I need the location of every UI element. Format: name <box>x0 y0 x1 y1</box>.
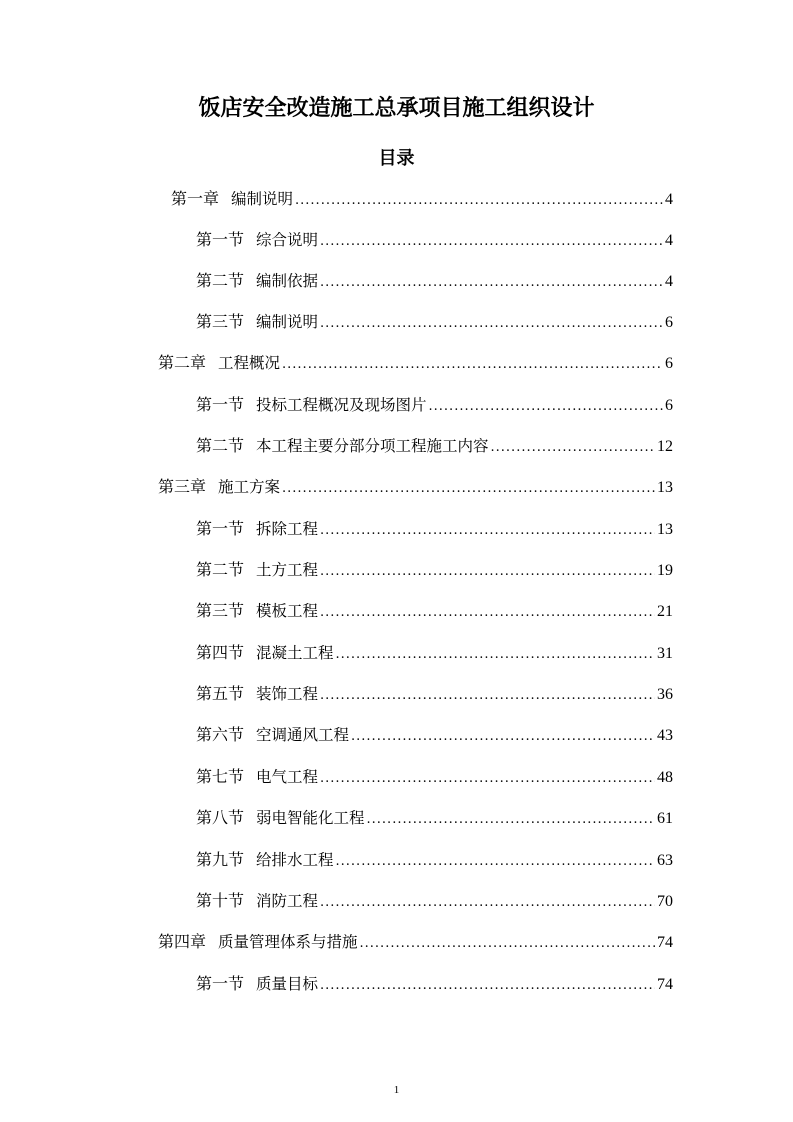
toc-entry-number: 第三节 <box>196 312 245 331</box>
toc-entry-title: 工程概况 <box>218 354 281 372</box>
toc-entry-chapter-4[interactable] <box>158 929 673 955</box>
toc-entry-page: 4 <box>665 273 673 290</box>
toc-entry-title: 消防工程 <box>256 892 319 910</box>
toc-entry-section[interactable] <box>196 805 673 831</box>
toc-leader-dots <box>320 229 663 255</box>
toc-entry-title: 弱电智能化工程 <box>256 809 365 827</box>
toc-entry-number: 第一章 <box>171 189 220 208</box>
toc-entry-section[interactable] <box>196 433 673 459</box>
toc-entry-number: 第十节 <box>196 891 245 910</box>
toc-entry-title: 质量管理体系与措施 <box>218 933 358 951</box>
toc-leader-dots <box>320 890 655 916</box>
toc-entry-page: 74 <box>657 934 673 951</box>
toc-entry-title: 拆除工程 <box>256 520 319 538</box>
toc-entry-section[interactable] <box>196 722 673 748</box>
toc-leader-dots <box>282 476 655 502</box>
toc-leader-dots <box>320 518 655 544</box>
toc-entry-page: 19 <box>657 562 673 579</box>
toc-leader-dots <box>320 973 655 999</box>
toc-entry-title: 编制说明 <box>256 313 319 331</box>
toc-entry-page: 31 <box>657 645 673 662</box>
toc-entry-number: 第四节 <box>196 643 245 662</box>
toc-entry-title: 电气工程 <box>256 768 319 786</box>
toc-leader-dots <box>320 270 663 296</box>
toc-entry-page: 63 <box>657 852 673 869</box>
toc-entry-page: 48 <box>657 769 673 786</box>
toc-entry-page: 6 <box>665 314 673 331</box>
toc-entry-number: 第六节 <box>196 725 245 744</box>
toc-entry-title: 给排水工程 <box>256 851 334 869</box>
toc-entry-chapter-3[interactable] <box>158 474 673 500</box>
toc-leader-dots <box>351 724 655 750</box>
toc-leader-dots <box>282 352 663 378</box>
toc-leader-dots <box>429 394 663 420</box>
toc-entry-section[interactable] <box>196 309 673 335</box>
toc-entry-page: 21 <box>657 603 673 620</box>
toc-entry-title: 编制依据 <box>256 272 319 290</box>
toc-entry-section[interactable] <box>196 598 673 624</box>
toc-entry-page: 70 <box>657 893 673 910</box>
toc-entry-page: 43 <box>657 727 673 744</box>
toc-entry-page: 12 <box>657 438 673 455</box>
toc-entry-title: 综合说明 <box>256 231 319 249</box>
toc-entry-number: 第二节 <box>196 436 245 455</box>
toc-entry-title: 编制说明 <box>231 190 294 208</box>
toc-entry-title: 混凝土工程 <box>256 644 334 662</box>
toc-entry-number: 第五节 <box>196 684 245 703</box>
document-title: 饭店安全改造施工总承项目施工组织设计 <box>198 96 595 121</box>
toc-entry-chapter-1[interactable] <box>171 186 673 212</box>
toc-entry-chapter-2[interactable] <box>158 350 673 376</box>
toc-entry-page: 4 <box>665 191 673 208</box>
toc-leader-dots <box>336 642 655 668</box>
toc-entry-section[interactable] <box>196 392 673 418</box>
toc-entry-section[interactable] <box>196 847 673 873</box>
toc-entry-title: 施工方案 <box>218 478 281 496</box>
toc-entry-number: 第一节 <box>196 974 245 993</box>
toc-entry-section[interactable] <box>196 888 673 914</box>
toc-entry-number: 第三节 <box>196 601 245 620</box>
toc-entry-number: 第一节 <box>196 519 245 538</box>
toc-entry-number: 第二章 <box>158 353 207 372</box>
toc-entry-title: 空调通风工程 <box>256 726 350 744</box>
toc-leader-dots <box>320 766 655 792</box>
toc-leader-dots <box>491 435 655 461</box>
toc-leader-dots <box>295 188 663 214</box>
toc-entry-section[interactable] <box>196 971 673 997</box>
toc-entry-title: 模板工程 <box>256 602 319 620</box>
toc-entry-page: 13 <box>657 479 673 496</box>
toc-entry-section[interactable] <box>196 516 673 542</box>
toc-entry-page: 13 <box>657 521 673 538</box>
toc-entry-section[interactable] <box>196 640 673 666</box>
toc-heading: 目录 <box>378 148 415 169</box>
toc-entry-number: 第一节 <box>196 230 245 249</box>
toc-entry-title: 质量目标 <box>256 975 319 993</box>
toc-entry-title: 投标工程概况及现场图片 <box>256 396 427 414</box>
toc-entry-page: 36 <box>657 686 673 703</box>
toc-entry-number: 第三章 <box>158 477 207 496</box>
toc-entry-section[interactable] <box>196 764 673 790</box>
toc-entry-section[interactable] <box>196 557 673 583</box>
page-number: 1 <box>393 1084 400 1096</box>
toc-entry-page: 61 <box>657 810 673 827</box>
toc-entry-number: 第七节 <box>196 767 245 786</box>
toc-entry-section[interactable] <box>196 227 673 253</box>
toc-entry-title: 装饰工程 <box>256 685 319 703</box>
toc-entry-number: 第一节 <box>196 395 245 414</box>
toc-leader-dots <box>367 807 655 833</box>
toc-entry-number: 第二节 <box>196 271 245 290</box>
toc-leader-dots <box>320 683 655 709</box>
toc-leader-dots <box>320 559 655 585</box>
toc-entry-section[interactable] <box>196 268 673 294</box>
toc-entry-page: 6 <box>665 355 673 372</box>
toc-leader-dots <box>336 849 655 875</box>
toc-entry-number: 第二节 <box>196 560 245 579</box>
toc-leader-dots <box>360 931 655 957</box>
toc-entry-section[interactable] <box>196 681 673 707</box>
toc-entry-title: 本工程主要分部分项工程施工内容 <box>256 437 489 455</box>
toc-entry-number: 第九节 <box>196 850 245 869</box>
toc-entry-number: 第八节 <box>196 808 245 827</box>
toc-entry-number: 第四章 <box>158 932 207 951</box>
toc-entry-title: 土方工程 <box>256 561 319 579</box>
toc-leader-dots <box>320 311 663 337</box>
toc-entry-page: 4 <box>665 232 673 249</box>
toc-entry-page: 74 <box>657 976 673 993</box>
toc-entry-page: 6 <box>665 397 673 414</box>
toc-leader-dots <box>320 600 655 626</box>
